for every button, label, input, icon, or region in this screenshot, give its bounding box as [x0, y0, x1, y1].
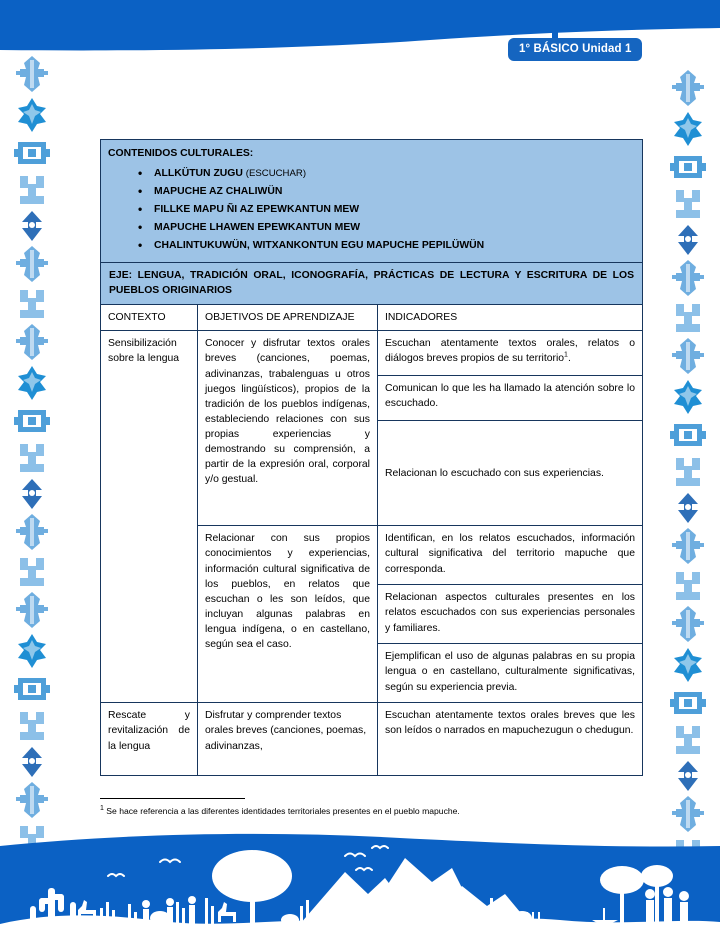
- cell-indicador-1-2: Comunican lo que les ha llamado la atención sobre lo escuchado.: [378, 376, 643, 421]
- unit-badge: 1° BÁSICO Unidad 1: [508, 38, 642, 61]
- bottom-landscape-illustration: [0, 832, 720, 932]
- list-item: [138, 221, 635, 235]
- table-row: [101, 703, 643, 776]
- cell-indicador-2-3: Ejemplifican el uso de algunas palabras en su propia lengua o en castellano, culturalmente significativas, según su experiencia previa.: [378, 644, 643, 703]
- footnote-body: Se hace referencia a las diferentes identidades territoriales presentes en el pueblo mapuche.: [106, 806, 460, 816]
- cell-indicador-2-2: Relacionan aspectos culturales presentes en los relatos escuchados con sus experiencias personales y familiares.: [378, 585, 643, 644]
- cell-indicador-3-1: Escuchan atentamente textos orales breves que les son leídos o narrados en mapuchezugun o chedugun.: [378, 703, 643, 776]
- list-item: [138, 185, 635, 199]
- decorative-border-left: [6, 56, 58, 856]
- cell-contexto-sensibilizacion: Sensibilización sobre la lengua: [101, 331, 198, 703]
- footnote-separator: [100, 798, 245, 799]
- cultural-contents-list: [108, 167, 635, 253]
- table-row-cultural-contents: [101, 140, 643, 263]
- cc-item-bold: MAPUCHE LHAWEN EPEWKANTUN MEW: [154, 222, 361, 234]
- footnote-number: 1: [100, 805, 104, 813]
- cc-item-bold: CHALINTUKUWÜN, WITXANKONTUN EGU MAPUCHE PEPILÜWÜN: [154, 240, 485, 252]
- cell-objetivo-3: Disfrutar y comprender textos orales breves (canciones, poemas, adivinanzas,: [198, 703, 378, 776]
- column-header-indicadores: INDICADORES: [378, 305, 643, 331]
- indicador-text-tail: .: [567, 353, 571, 365]
- footnote-text: [100, 805, 600, 817]
- column-header-contexto: CONTEXTO: [101, 305, 198, 331]
- footnote-marker: 1: [564, 352, 568, 359]
- footnote: [100, 798, 600, 817]
- cell-indicador-2-1: Identifican, en los relatos escuchados, información cultural significativa del territorio mapuche que corresponda.: [378, 526, 643, 585]
- decorative-border-right: [662, 56, 714, 856]
- list-item: [138, 239, 635, 253]
- cell-indicador-1-3: Relacionan lo escuchado con sus experiencias.: [378, 421, 643, 526]
- cc-item-bold: MAPUCHE AZ CHALIWÜN: [154, 186, 283, 198]
- table-header-row: [101, 305, 643, 331]
- list-item: [138, 167, 635, 181]
- cell-contexto-rescate: Rescate y revitalización de la lengua: [101, 703, 198, 776]
- cell-indicador-1-1: [378, 331, 643, 376]
- cell-objetivo-2: Relacionar con sus propios conocimientos y experiencias, información cultural significativa de los pueblos, en relatos que escuchan o les son leídos, que incluyan algunas palabras en lengua indígena, o en castellano, según sea el caso.: [198, 526, 378, 703]
- table-row-eje: [101, 263, 643, 305]
- cc-item-normal: (ESCUCHAR): [245, 168, 307, 180]
- list-item: [138, 203, 635, 217]
- eje-cell: EJE: LENGUA, TRADICIÓN ORAL, ICONOGRAFÍA, PRÁCTICAS DE LECTURA Y ESCRITURA DE LOS PUEBLOS ORIGINARIOS: [101, 263, 643, 305]
- indicador-text: Escuchan atentamente textos orales, relatos o diálogos breves propios de su territorio: [385, 338, 635, 365]
- cultural-contents-cell: [101, 140, 643, 263]
- column-header-objetivos: OBJETIVOS DE APRENDIZAJE: [198, 305, 378, 331]
- cc-item-bold: FILLKE MAPU ÑI AZ EPEWKANTUN MEW: [154, 204, 360, 216]
- cc-item-bold: ALLKÜTUN ZUGU: [154, 168, 243, 180]
- cell-objetivo-1: Conocer y disfrutar textos orales breves (canciones, poemas, adivinanzas, trabalenguas u otros juegos lingüísticos), propios de la tradición de los pueblos indígenas, estableciendo relaciones con sus propias experiencias y demostrando su comprensión, a partir de la expresión oral, corporal y/o gestual.: [198, 331, 378, 526]
- curriculum-table: [100, 139, 643, 776]
- cultural-contents-title: CONTENIDOS CULTURALES:: [108, 148, 254, 159]
- table-row: [101, 331, 643, 376]
